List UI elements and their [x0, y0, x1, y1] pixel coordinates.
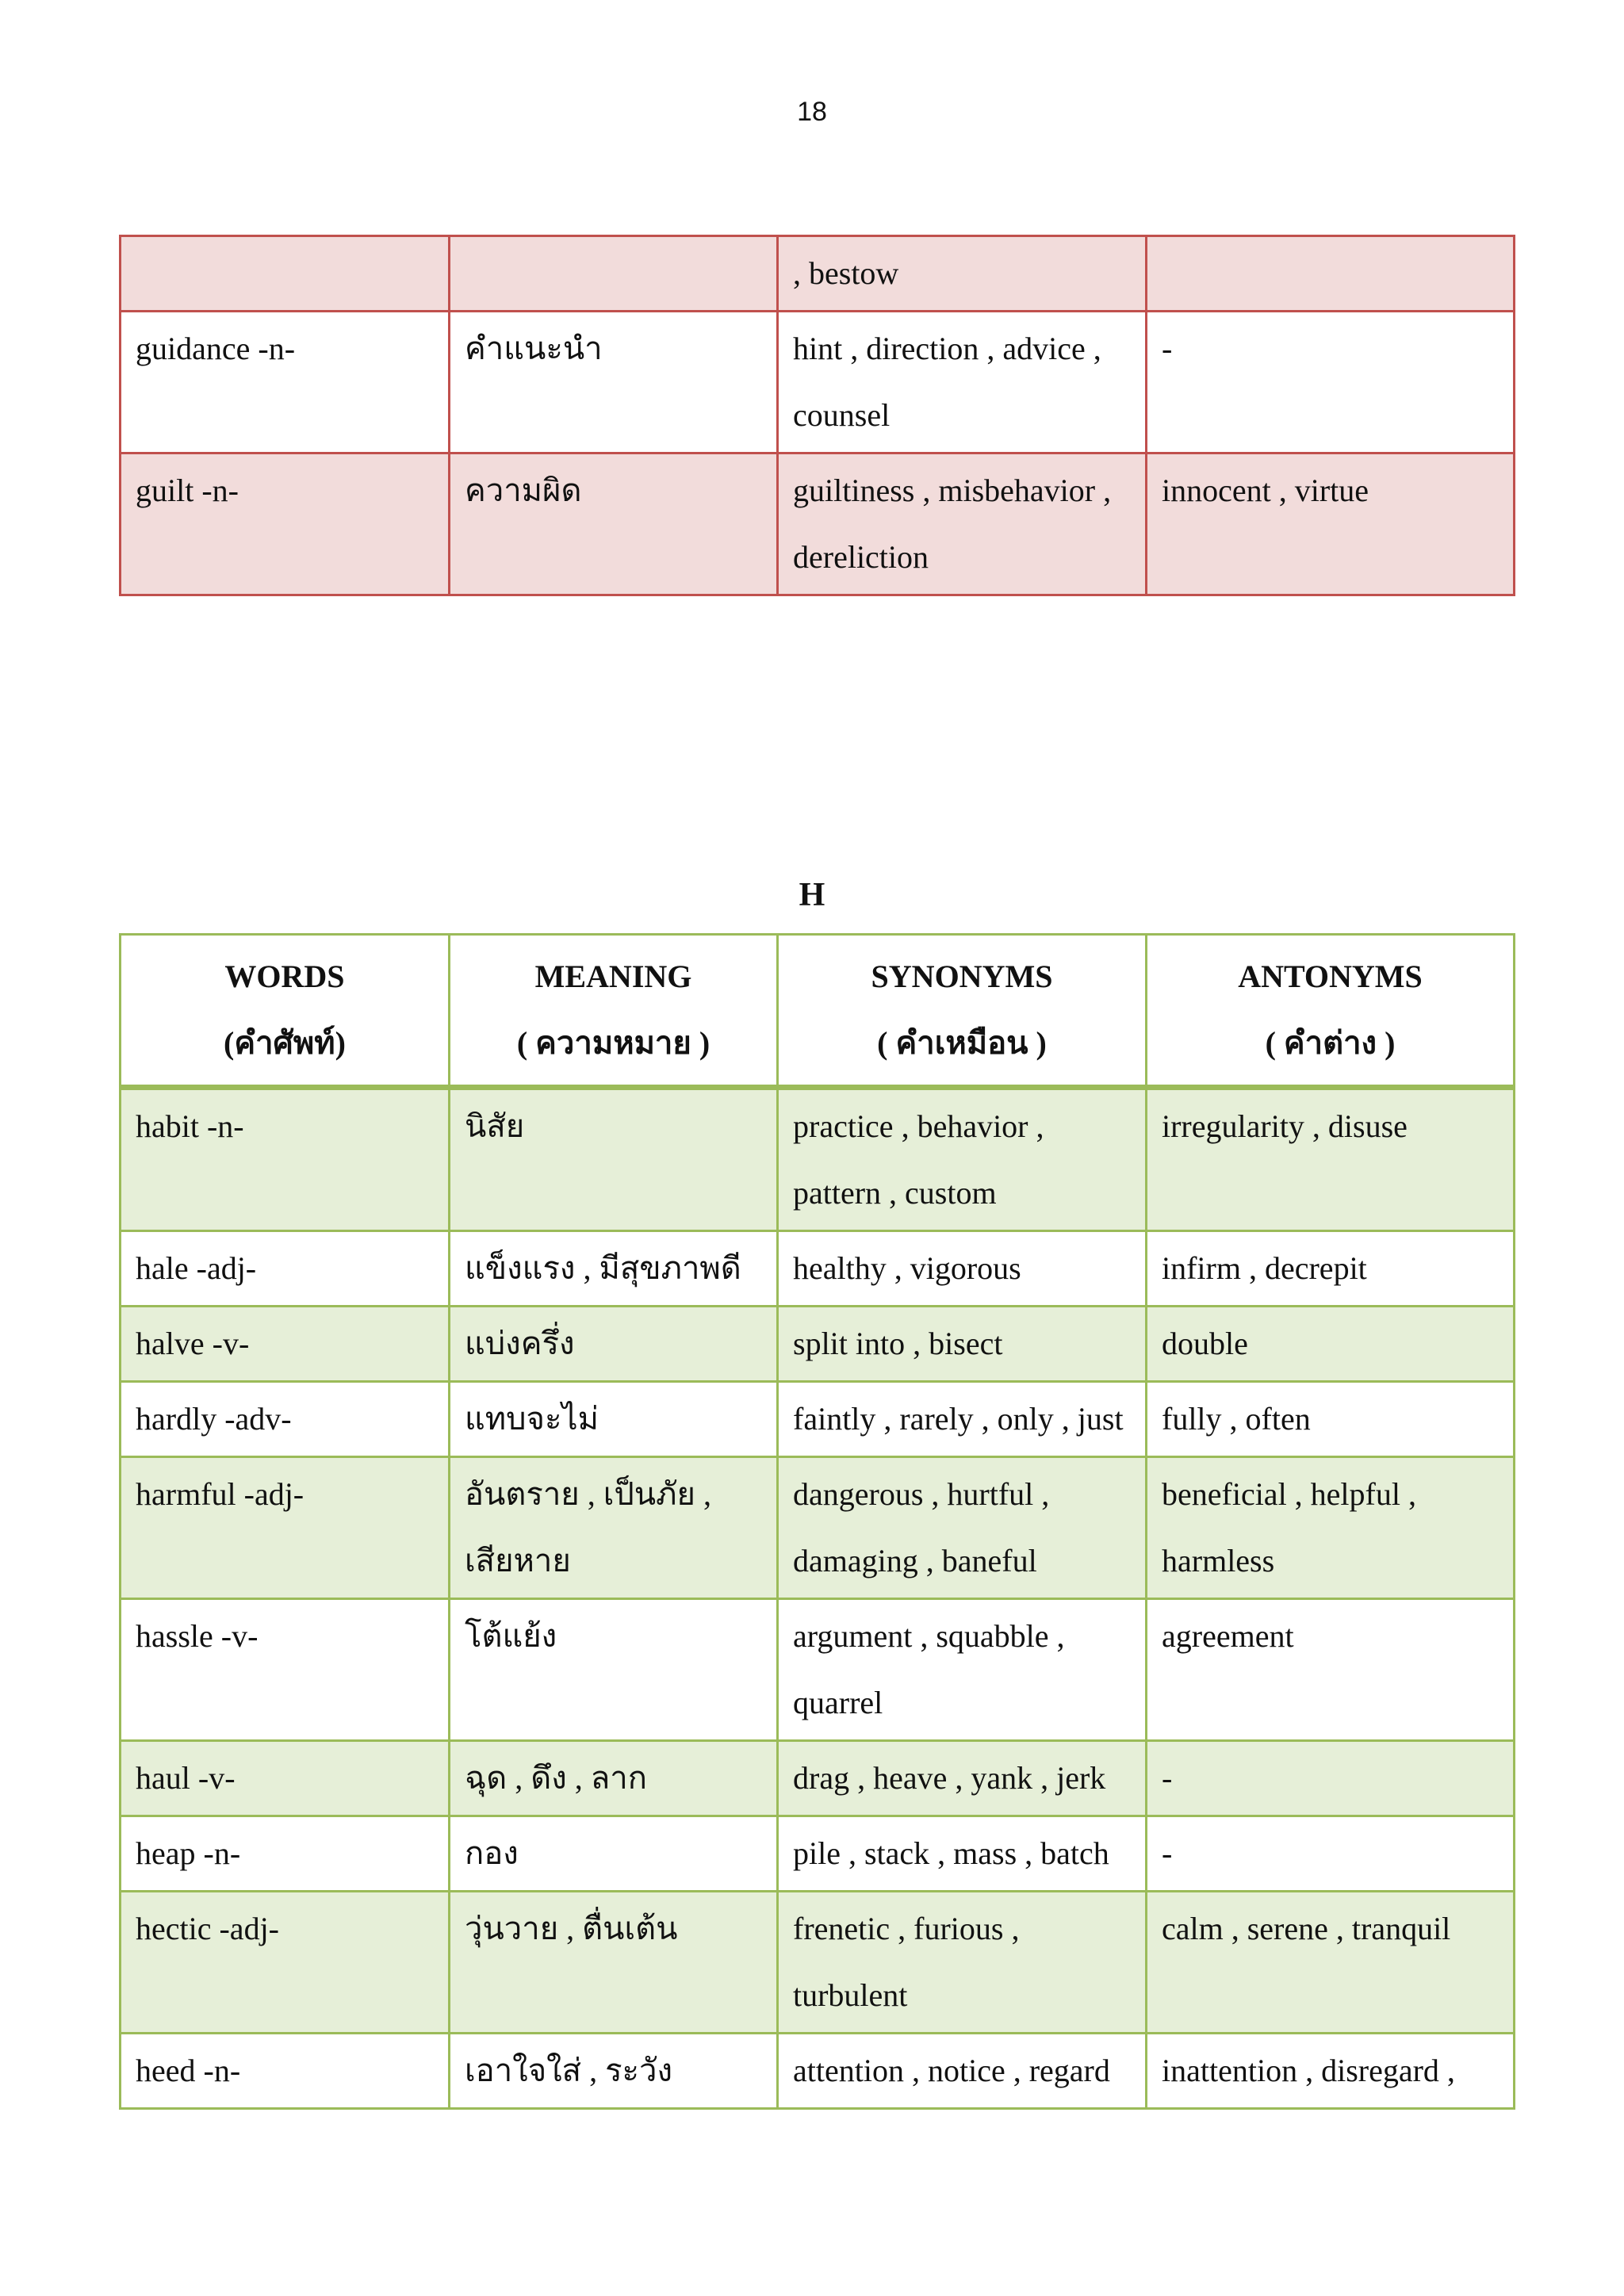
synonyms-cell: frenetic , furious , turbulent	[778, 1892, 1147, 2034]
word-cell: harmful -adj-	[121, 1457, 450, 1599]
header-thai: (คำศัพท์)	[224, 1025, 346, 1061]
synonyms-cell: faintly , rarely , only , just	[778, 1382, 1147, 1457]
column-header-meaning	[450, 935, 778, 1088]
synonyms-cell: split into , bisect	[778, 1307, 1147, 1382]
word-cell: hardly -adv-	[121, 1382, 450, 1457]
meaning-cell: นิสัย	[450, 1088, 778, 1231]
word-cell: hale -adj-	[121, 1231, 450, 1307]
synonyms-cell: guiltiness , misbehavior , dereliction	[778, 453, 1147, 595]
antonyms-cell: fully , often	[1147, 1382, 1515, 1457]
table-row	[121, 1816, 1515, 1892]
table-row	[121, 312, 1515, 453]
meaning-cell: กอง	[450, 1816, 778, 1892]
table-row	[121, 1892, 1515, 2034]
word-cell: halve -v-	[121, 1307, 450, 1382]
header-thai: ( ความหมาย )	[516, 1025, 710, 1061]
word-cell: habit -n-	[121, 1088, 450, 1231]
table-row	[121, 1307, 1515, 1382]
word-cell	[121, 236, 450, 312]
table-row	[121, 1382, 1515, 1457]
synonyms-cell: pile , stack , mass , batch	[778, 1816, 1147, 1892]
word-cell: heed -n-	[121, 2034, 450, 2109]
word-cell: hectic -adj-	[121, 1892, 450, 2034]
meaning-cell: เอาใจใส่ , ระวัง	[450, 2034, 778, 2109]
column-header-synonyms	[778, 935, 1147, 1088]
word-cell: guilt -n-	[121, 453, 450, 595]
meaning-cell: ความผิด	[450, 453, 778, 595]
meaning-cell: คำแนะนำ	[450, 312, 778, 453]
column-header-antonyms	[1147, 935, 1515, 1088]
table-header-row	[121, 935, 1515, 1088]
header-thai: ( คำเหมือน )	[877, 1025, 1047, 1061]
antonyms-cell: agreement	[1147, 1599, 1515, 1741]
synonyms-cell: hint , direction , advice , counsel	[778, 312, 1147, 453]
table-row	[121, 453, 1515, 595]
antonyms-cell: calm , serene , tranquil	[1147, 1892, 1515, 2034]
meaning-cell: อันตราย , เป็นภัย , เสียหาย	[450, 1457, 778, 1599]
synonyms-cell: healthy , vigorous	[778, 1231, 1147, 1307]
synonyms-cell: drag , heave , yank , jerk	[778, 1741, 1147, 1816]
synonyms-cell: dangerous , hurtful , damaging , baneful	[778, 1457, 1147, 1599]
antonyms-cell: irregularity , disuse	[1147, 1088, 1515, 1231]
meaning-cell	[450, 236, 778, 312]
meaning-cell: แข็งแรง , มีสุขภาพดี	[450, 1231, 778, 1307]
meaning-cell: โต้แย้ง	[450, 1599, 778, 1741]
header-english: WORDS	[224, 959, 345, 994]
table-row	[121, 1088, 1515, 1231]
synonyms-cell: practice , behavior , pattern , custom	[778, 1088, 1147, 1231]
page-number: 18	[797, 97, 827, 127]
antonyms-cell: -	[1147, 1816, 1515, 1892]
meaning-cell: แทบจะไม่	[450, 1382, 778, 1457]
section-heading: H	[799, 877, 825, 913]
word-cell: guidance -n-	[121, 312, 450, 453]
antonyms-cell: -	[1147, 1741, 1515, 1816]
synonyms-cell: attention , notice , regard	[778, 2034, 1147, 2109]
synonyms-cell: , bestow	[778, 236, 1147, 312]
synonyms-cell: argument , squabble , quarrel	[778, 1599, 1147, 1741]
antonyms-cell: inattention , disregard ,	[1147, 2034, 1515, 2109]
antonyms-cell: -	[1147, 312, 1515, 453]
word-cell: heap -n-	[121, 1816, 450, 1892]
antonyms-cell: innocent , virtue	[1147, 453, 1515, 595]
word-cell: hassle -v-	[121, 1599, 450, 1741]
column-header-words	[121, 935, 450, 1088]
table-row	[121, 2034, 1515, 2109]
meaning-cell: ฉุด , ดึง , ลาก	[450, 1741, 778, 1816]
antonyms-cell: infirm , decrepit	[1147, 1231, 1515, 1307]
vocabulary-table-g	[119, 235, 1515, 596]
table-row	[121, 1457, 1515, 1599]
table-row	[121, 1231, 1515, 1307]
header-english: SYNONYMS	[871, 959, 1053, 994]
meaning-cell: แบ่งครึ่ง	[450, 1307, 778, 1382]
word-cell: haul -v-	[121, 1741, 450, 1816]
antonyms-cell: double	[1147, 1307, 1515, 1382]
antonyms-cell	[1147, 236, 1515, 312]
header-english: ANTONYMS	[1238, 959, 1423, 994]
antonyms-cell: beneficial , helpful , harmless	[1147, 1457, 1515, 1599]
vocabulary-table-h	[119, 933, 1515, 2110]
table-row	[121, 1741, 1515, 1816]
table-row	[121, 1599, 1515, 1741]
meaning-cell: วุ่นวาย , ตื่นเต้น	[450, 1892, 778, 2034]
header-english: MEANING	[534, 959, 692, 994]
header-thai: ( คำต่าง )	[1265, 1025, 1396, 1061]
table-row	[121, 236, 1515, 312]
